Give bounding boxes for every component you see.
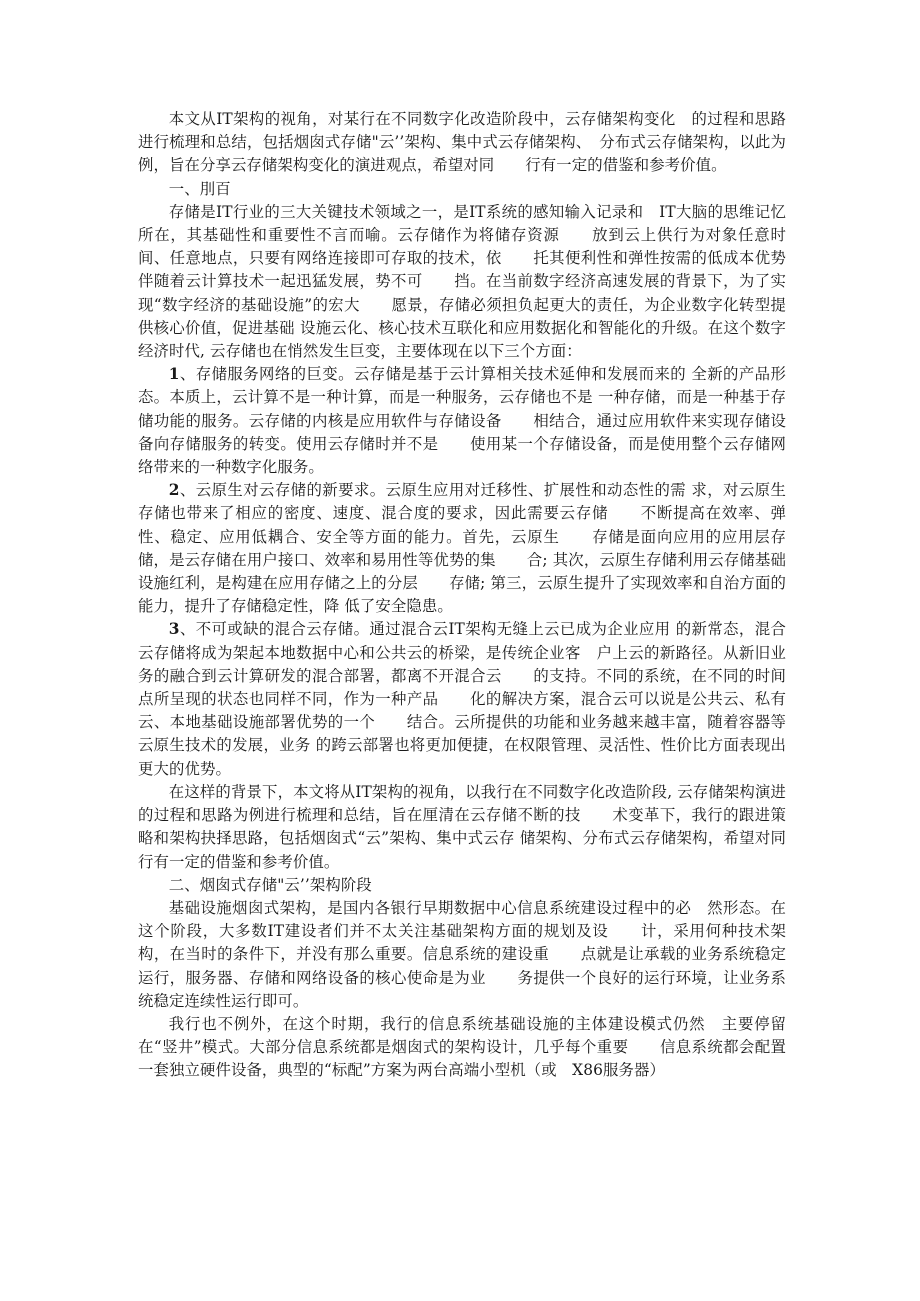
list-item-2-text: 、云原生对云存储的新要求。云原生应用对迁移性、扩展性和动态性的需 求，对云原生存储也带来了相应的密度、速度、混合度的要求，因此需要云存储 不断提高在效率、弹性、稳定、应用低耦合、安全等方面的能力。首先，云原生 存储是面向应用的应用层存储，是云存储在用户接口、效率和易用性等优势的集 合; 其次，云原生存储利用云存储基础设施红利，是构建在应用存储之上的分层 存储; 第三，云原生提升了实现效率和自治方面的能力，提升了存储稳定性，降 低了安全隐患。 xyxy=(138,481,786,616)
document-page xyxy=(138,108,786,1083)
background-paragraph: 在这样的背景下，本文将从IT架构的视角，以我行在不同数字化改造阶段, 云存储架构演进的过程和思路为例进行梳理和总结，旨在厘清在云存储不断的技 术变革下，我行的跟进策略和架构抉择思路，包括烟囱式“云”架构、集中式云存 储架构、分布式云存储架构，希望对同行有一定的借鉴和参考价值。 xyxy=(138,782,786,871)
list-item-3 xyxy=(138,618,786,780)
list-item-3-text: 、不可或缺的混合云存储。通过混合云IT架构无缝上云已成为企业应用 的新常态，混合云存储将成为架起本地数据中心和公共云的桥梁，是传统企业客 户上云的新路径。从新旧业务的融合到云计算研发的混合部署，都离不开混合云 的支持。不同的系统，在不同的时间点所呈现的状态也同样不同，作为一种产品 化的解决方案，混合云可以说是公共云、私有云、本地基础设施部署优势的一个 结合。云所提供的功能和业务越来越丰富，随着容器等云原生技术的发展，业务 的跨云部署也将更加便捷，在权限管理、灵活性、性价比方面表现出更大的优势。 xyxy=(138,620,786,778)
preface-paragraph: 存储是IT行业的三大关键技术领域之一，是IT系统的感知输入记录和 IT大脑的思维记忆所在，其基础性和重要性不言而喻。云存储作为将储存资源 放到云上供行为对象任意时间、任意地点，只要有网络连接即可存取的技术，依 托其便利性和弹性按需的低成本优势伴随着云计算技术一起迅猛发展，势不可 挡。在当前数字经济高速发展的背景下，为了实现“数字经济的基础设施”的宏大 愿景，存储必须担负起更大的责任，为企业数字化转型提供核心价值，促进基础 设施云化、核心技术互联化和应用数据化和智能化的升级。在这个数字经济时代, 云存储也在悄然发生巨变，主要体现在以下三个方面： xyxy=(138,202,786,361)
list-item-1-text: 、存储服务网络的巨变。云存储是基于云计算相关技术延伸和发展而来的 全新的产品形态。本质上，云计算不是一种计算，而是一种服务，云存储也不是 一种存储，而是一种基于存储功能的服务。云存储的内核是应用软件与存储设备 相结合，通过应用软件来实现存储设备向存储服务的转变。使用云存储时并不是 使用某一个存储设备，而是使用整个云存储网络带来的一种数字化服务。 xyxy=(138,365,786,477)
section-heading-chimney: 二、烟囱式存储"云’’架构阶段 xyxy=(168,875,372,894)
section-heading-preface: 一、刖百 xyxy=(168,179,231,198)
list-item-1-number: 1 xyxy=(168,365,180,384)
chimney-paragraph-2: 我行也不例外，在这个时期，我行的信息系统基础设施的主体建设模式仍然 主要停留在“竖井”模式。大部分信息系统都是烟囱式的架构设计，几乎每个重要 信息系统都会配置一套独立硬件设备，典型的“标配”方案为两台高端小型机（或 X86服务器） xyxy=(138,1014,786,1080)
list-item-2-number: 2 xyxy=(168,481,180,500)
list-item-3-number: 3 xyxy=(168,620,180,639)
list-item-2 xyxy=(138,479,786,618)
intro-paragraph: 本文从IT架构的视角，对某行在不同数字化改造阶段中，云存储架构变化 的过程和思路进行梳理和总结，包括烟囱式存储"云’’架构、集中式云存储架构、 分布式云存储架构，以此为例，旨在分享云存储架构变化的演进观点，希望对同 行有一定的借鉴和参考价值。 xyxy=(138,110,786,175)
list-item-1 xyxy=(138,363,786,479)
chimney-paragraph-1: 基础设施烟囱式架构，是国内各银行早期数据中心信息系统建设过程中的必 然形态。在这个阶段，大多数IT建设者们并不太关注基础架构方面的规划及设 计，采用何种技术架构，在当时的条件下，并没有那么重要。信息系统的建设重 点就是让承载的业务系统稳定运行，服务器、存储和网络设备的核心使命是为业 务提供一个良好的运行环境，让业务系统稳定连续性运行即可。 xyxy=(138,898,786,1010)
